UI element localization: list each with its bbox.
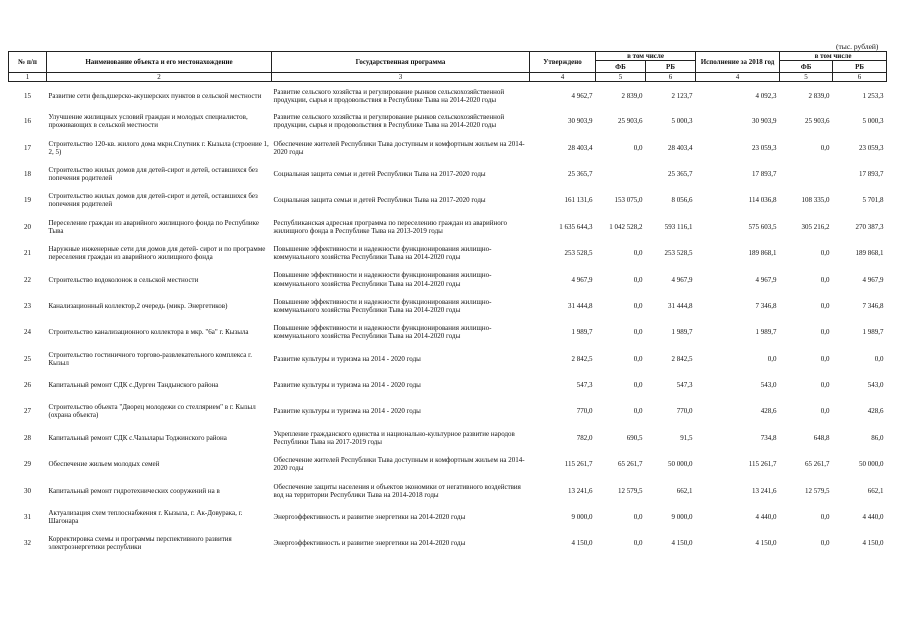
table-row	[9, 82, 887, 108]
approved-rb-value: 4 967,9	[671, 275, 693, 284]
executed-rb-value: 7 346,8	[862, 301, 884, 310]
object-name: Капитальный ремонт СДК с.Дурген Тандынского района	[48, 381, 219, 390]
object-name: Переселение граждан из аварийного жилищного фонда по Республике Тыва	[48, 218, 259, 235]
program-name: Повышение эффективности и надежности функционирования жилищно-коммунального хозяйства Республики Тыва на 2014-2020 годы	[273, 324, 492, 341]
program-name: Развитие культуры и туризма на 2014 - 2020 годы	[273, 407, 421, 416]
approved-fb-value: 2 839,0	[621, 92, 643, 101]
approved-value: 25 365,7	[568, 169, 593, 178]
approved-value: 31 444,8	[568, 301, 593, 310]
col-fb2-header: ФБ	[780, 61, 833, 73]
approved-value: 1 989,7	[571, 328, 593, 337]
approved-fb-value: 690,5	[626, 433, 643, 442]
approved-fb-value: 0,0	[633, 407, 643, 416]
executed-fb-value: 0,0	[820, 143, 830, 152]
object-name: Обеспечение жильем молодых семей	[48, 460, 160, 469]
executed-rb-value: 0,0	[874, 354, 884, 363]
object-name: Строительство водоколонок в сельской местности	[48, 275, 199, 284]
table-row	[9, 451, 887, 477]
program-name: Обеспечение жителей Республики Тыва доступным и комфортным жильем на 2014-2020 годы	[273, 139, 525, 156]
executed-fb-value: 0,0	[820, 328, 830, 337]
executed-fb-value: 648,8	[813, 433, 830, 442]
row-number: 18	[24, 169, 31, 178]
object-name: Актуализация схем теплоснабжения г. Кызыла, г. Ак-Довурака, г. Шагонара	[48, 508, 243, 526]
executed-rb-value: 428,6	[867, 407, 884, 416]
table-row	[9, 372, 887, 398]
row-number: 31	[24, 513, 31, 522]
col-index: 2	[47, 73, 272, 82]
col-program-header: Государственная программа	[272, 52, 530, 73]
program-name: Энергоэффективность и развитие энергетики на 2014-2020 годы	[273, 539, 466, 548]
row-number: 21	[24, 249, 31, 258]
col-approved-header: Утверждено	[530, 52, 596, 73]
row-number: 32	[24, 539, 31, 548]
approved-value: 4 967,9	[571, 275, 593, 284]
row-number: 30	[24, 486, 31, 495]
approved-rb-value: 1 989,7	[671, 328, 693, 337]
object-name: Корректировка схемы и программы перспективного развития электроэнергетики республики	[48, 535, 232, 552]
executed-value: 575 603,5	[748, 222, 777, 231]
approved-value: 253 528,5	[564, 249, 593, 258]
col-incl1-header: в том числе	[596, 52, 696, 61]
approved-rb-value: 662,1	[676, 486, 693, 495]
row-number: 28	[24, 433, 31, 442]
approved-fb-value: 1 042 528,2	[609, 222, 643, 231]
approved-value: 782,0	[576, 433, 593, 442]
table-body	[9, 82, 887, 557]
executed-value: 23 059,3	[752, 143, 777, 152]
executed-value: 189 868,1	[748, 249, 777, 258]
approved-value: 161 131,6	[564, 196, 593, 205]
executed-fb-value: 108 335,0	[801, 196, 830, 205]
units-note: (тыс. рублей)	[836, 42, 879, 51]
executed-rb-value: 17 893,7	[859, 169, 884, 178]
approved-value: 28 403,4	[568, 143, 593, 152]
row-number: 25	[24, 354, 31, 363]
table-row	[9, 240, 887, 266]
executed-rb-value: 662,1	[867, 486, 884, 495]
program-name: Укрепление гражданского единства и национально-культурное развитие народов Республики Тыва на 2017-2019 годы	[273, 429, 515, 446]
col-name-header: Наименование объекта и его местонахождение	[47, 52, 272, 73]
approved-fb-value: 12 579,5	[618, 486, 643, 495]
executed-fb-value: 25 903,6	[805, 117, 830, 126]
col-index: 6	[646, 73, 696, 82]
executed-rb-value: 4 440,0	[862, 513, 884, 522]
executed-rb-value: 23 059,3	[859, 143, 884, 152]
table-row	[9, 108, 887, 134]
approved-fb-value: 0,0	[633, 249, 643, 258]
executed-rb-value: 4 967,9	[862, 275, 884, 284]
approved-value: 547,3	[576, 381, 593, 390]
program-name: Энергоэффективность и развитие энергетики на 2014-2020 годы	[273, 513, 466, 522]
table-row	[9, 134, 887, 160]
approved-rb-value: 9 000,0	[671, 513, 693, 522]
col-exec-header: Исполнение за 2018 год	[696, 52, 780, 73]
program-name: Повышение эффективности и надежности функционирования жилищно-коммунального хозяйства Республики Тыва на 2014-2020 годы	[273, 245, 492, 262]
col-rb2-header: РБ	[833, 61, 887, 73]
executed-rb-value: 86,0	[871, 433, 884, 442]
object-name: Капитальный ремонт СДК с.Чазылары Тоджинского района	[48, 433, 227, 442]
approved-fb-value: 0,0	[633, 328, 643, 337]
executed-fb-value: 0,0	[820, 301, 830, 310]
approved-rb-value: 2 842,5	[671, 354, 693, 363]
program-name: Развитие сельского хозяйства и регулирование рынков сельскохозяйственной продукции, сырья и продовольствия в Республике Тыва на 2014-2020 годы	[273, 113, 505, 130]
table-header	[9, 52, 887, 82]
object-name: Строительство канализационного коллектора в мкр. "6а" г. Кызыла	[48, 328, 249, 337]
executed-fb-value: 0,0	[820, 381, 830, 390]
executed-rb-value: 543,0	[867, 381, 884, 390]
approved-rb-value: 253 528,5	[664, 249, 693, 258]
executed-value: 4 967,9	[755, 275, 777, 284]
object-name: Строительство гостиничного торгово-развлекательного комплекса г. Кызыл	[48, 350, 252, 367]
executed-value: 4 150,0	[755, 539, 777, 548]
approved-fb-value: 0,0	[633, 143, 643, 152]
executed-value: 7 346,8	[755, 301, 777, 310]
col-index: 3	[272, 73, 530, 82]
executed-fb-value: 65 261,7	[805, 460, 830, 469]
row-number: 15	[24, 92, 31, 101]
executed-rb-value: 4 150,0	[862, 539, 884, 548]
executed-rb-value: 270 387,3	[855, 222, 884, 231]
approved-rb-value: 770,0	[676, 407, 693, 416]
executed-value: 734,8	[760, 433, 777, 442]
approved-fb-value: 65 261,7	[618, 460, 643, 469]
object-name: Строительство жилых домов для детей-сирот и детей, оставшихся без попечения родителей	[48, 192, 258, 209]
approved-fb-value: 0,0	[633, 354, 643, 363]
approved-fb-value: 0,0	[633, 301, 643, 310]
col-index: 5	[596, 73, 646, 82]
table-row	[9, 425, 887, 451]
col-fb1-header: ФБ	[596, 61, 646, 73]
approved-rb-value: 5 000,3	[671, 117, 693, 126]
row-number: 20	[24, 222, 31, 231]
col-index: 4	[530, 73, 596, 82]
executed-value: 4 092,3	[755, 92, 777, 101]
row-number: 19	[24, 196, 31, 205]
program-name: Обеспечение жителей Республики Тыва доступным и комфортным жильем на 2014-2020 годы	[273, 456, 525, 473]
program-name: Социальная защита семьи и детей Республики Тыва на 2017-2020 годы	[273, 196, 486, 205]
approved-fb-value: 0,0	[633, 275, 643, 284]
approved-fb-value: 0,0	[633, 381, 643, 390]
approved-value: 4 962,7	[571, 92, 593, 101]
table-row	[9, 187, 887, 213]
table-row	[9, 161, 887, 187]
approved-fb-value: 153 075,0	[614, 196, 643, 205]
row-number: 24	[24, 328, 31, 337]
executed-value: 543,0	[760, 381, 777, 390]
executed-value: 30 903,9	[752, 117, 777, 126]
object-name: Строительство 120-кв. жилого дома мкрн.Спутник г. Кызыла (строение 1, 2, 5)	[48, 139, 269, 156]
object-name: Строительство жилых домов для детей-сирот и детей, оставшихся без попечения родителей	[48, 165, 258, 182]
executed-value: 115 261,7	[748, 460, 777, 469]
executed-rb-value: 5 701,8	[862, 196, 884, 205]
executed-rb-value: 1 253,3	[862, 92, 884, 101]
col-index: 1	[9, 73, 47, 82]
col-index: 4	[696, 73, 780, 82]
col-index: 5	[780, 73, 833, 82]
program-name: Развитие культуры и туризма на 2014 - 2020 годы	[273, 354, 421, 363]
approved-fb-value: 0,0	[633, 539, 643, 548]
approved-rb-value: 50 000,0	[668, 460, 693, 469]
approved-fb-value: 0,0	[633, 513, 643, 522]
program-name: Повышение эффективности и надежности функционирования жилищно-коммунального хозяйства Республики Тыва на 2014-2020 годы	[273, 271, 492, 288]
table-row	[9, 214, 887, 240]
table-row	[9, 530, 887, 556]
row-number: 27	[24, 407, 31, 416]
executed-value: 114 036,8	[748, 196, 777, 205]
executed-value: 0,0	[767, 354, 777, 363]
object-name: Наружные инженерные сети для домов для детей- сирот и по программе переселения граждан из аварийного жилищного фонда	[48, 245, 266, 262]
approved-rb-value: 2 123,7	[671, 92, 693, 101]
row-number: 22	[24, 275, 31, 284]
table-row	[9, 319, 887, 345]
executed-value: 428,6	[760, 407, 777, 416]
program-name: Развитие культуры и туризма на 2014 - 2020 годы	[273, 381, 421, 390]
col-rb1-header: РБ	[646, 61, 696, 73]
approved-rb-value: 4 150,0	[671, 539, 693, 548]
table-row	[9, 477, 887, 503]
approved-rb-value: 593 116,1	[664, 222, 693, 231]
table-row	[9, 398, 887, 424]
object-name: Канализационный коллектор,2 очередь (микр. Энергетиков)	[48, 301, 228, 310]
executed-fb-value: 0,0	[820, 539, 830, 548]
row-number: 23	[24, 301, 31, 310]
col-index: 6	[833, 73, 887, 82]
executed-value: 1 989,7	[755, 328, 777, 337]
program-name: Социальная защита семьи и детей Республики Тыва на 2017-2020 годы	[273, 169, 486, 178]
executed-fb-value: 0,0	[820, 354, 830, 363]
approved-value: 770,0	[576, 407, 593, 416]
executed-rb-value: 189 868,1	[855, 249, 884, 258]
approved-rb-value: 31 444,8	[668, 301, 693, 310]
approved-value: 4 150,0	[571, 539, 593, 548]
approved-fb-value: 25 903,6	[618, 117, 643, 126]
executed-value: 4 440,0	[755, 513, 777, 522]
executed-rb-value: 1 989,7	[862, 328, 884, 337]
executed-fb-value: 0,0	[820, 275, 830, 284]
executed-value: 17 893,7	[752, 169, 777, 178]
approved-rb-value: 8 056,6	[671, 196, 693, 205]
row-number: 17	[24, 143, 31, 152]
table-row	[9, 266, 887, 292]
approved-fb-value	[596, 161, 646, 187]
executed-fb-value: 0,0	[820, 249, 830, 258]
approved-rb-value: 25 365,7	[668, 169, 693, 178]
program-name: Обеспечение защиты населения и объектов экономики от негативного воздействия вод на территории Республики Тыва на 2014-2018 годы	[273, 482, 521, 499]
executed-rb-value: 50 000,0	[859, 460, 884, 469]
row-number: 26	[24, 381, 31, 390]
program-name: Развитие сельского хозяйства и регулирование рынков сельскохозяйственной продукции, сырья и продовольствия в Республике Тыва на 2014-2020 годы	[273, 87, 505, 105]
report-table	[8, 51, 887, 557]
approved-rb-value: 547,3	[676, 381, 693, 390]
executed-fb-value	[780, 161, 833, 187]
object-name: Развитие сети фельдшерско-акушерских пунктов в сельской местности	[48, 92, 262, 101]
table-row	[9, 293, 887, 319]
program-name: Республиканская адресная программа по переселению граждан из аварийного жилищного фонда в Республике Тыва на 2013-2019 годы	[273, 218, 507, 235]
executed-rb-value: 5 000,3	[862, 117, 884, 126]
table-row	[9, 346, 887, 372]
row-number: 16	[24, 117, 31, 126]
object-name: Строительство объекта "Дворец молодежи со стеллярием" в г. Кызыл (охрана объекта)	[48, 403, 256, 420]
executed-fb-value: 0,0	[820, 513, 830, 522]
col-incl2-header: в том числе	[780, 52, 887, 61]
executed-fb-value: 12 579,5	[805, 486, 830, 495]
executed-fb-value: 305 216,2	[801, 222, 830, 231]
approved-value: 13 241,6	[568, 486, 593, 495]
approved-value: 2 842,5	[571, 354, 593, 363]
approved-value: 30 903,9	[568, 117, 593, 126]
object-name: Улучшение жилищных условий граждан и молодых специалистов, проживающих в сельской местности	[48, 113, 248, 130]
executed-fb-value: 2 839,0	[808, 92, 830, 101]
approved-rb-value: 28 403,4	[668, 143, 693, 152]
executed-fb-value: 0,0	[820, 407, 830, 416]
approved-value: 115 261,7	[564, 460, 593, 469]
object-name: Капитальный ремонт гидротехнических сооружений на в	[48, 486, 220, 495]
program-name: Повышение эффективности и надежности функционирования жилищно-коммунального хозяйства Республики Тыва на 2014-2020 годы	[273, 297, 492, 314]
row-number: 29	[24, 460, 31, 469]
executed-value: 13 241,6	[752, 486, 777, 495]
table-row	[9, 504, 887, 530]
approved-rb-value: 91,5	[680, 433, 693, 442]
approved-value: 1 635 644,3	[559, 222, 593, 231]
col-num-header: № п/п	[9, 52, 47, 73]
approved-value: 9 000,0	[571, 513, 593, 522]
